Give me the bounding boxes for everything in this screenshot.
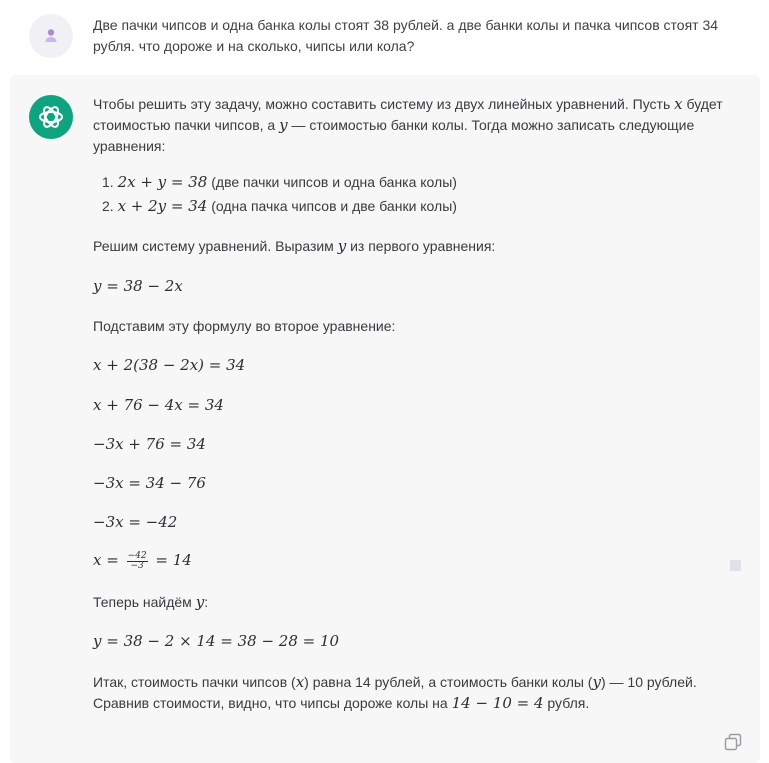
- equation-final: y = 38 − 2 × 14 = 38 − 28 = 10: [93, 632, 340, 650]
- var-y: y: [279, 116, 288, 134]
- user-avatar: [29, 14, 73, 58]
- list-item-1: [102, 172, 457, 193]
- solve-paragraph: [93, 236, 733, 257]
- intro-text: Чтобы решить эту задачу, можно составить систему из двух линейных уравнений. Пусть: [93, 96, 675, 112]
- intro-text-b: будет: [682, 96, 723, 112]
- concl-text-d: Сравнив стоимости, видно, что чипсы дороже колы на: [93, 695, 452, 711]
- var-x: x: [674, 95, 683, 113]
- solve-text-b: из первого уравнения:: [346, 238, 496, 254]
- concl-text-b: ) равна 14 рублей, а стоимость банки колы (: [304, 674, 593, 690]
- equation-6: [93, 550, 192, 571]
- equation-6-rhs: = 14: [155, 551, 192, 569]
- equation-5: −3x = −42: [93, 513, 178, 531]
- fraction: [127, 552, 148, 571]
- concl-text-e: рубля.: [543, 695, 590, 711]
- user-message-text: [93, 15, 733, 57]
- user-line-1: Две пачки чипсов и одна банка колы стоят 38 рублей. а две банки колы и пачка чипсов стоят 34: [93, 17, 719, 33]
- fraction-numerator: −42: [127, 550, 147, 561]
- concl-equation: 14 − 10 = 4: [451, 694, 544, 712]
- concl-var-y: y: [592, 673, 601, 691]
- conclusion-paragraph: [93, 672, 733, 714]
- substitute-paragraph: Подставим эту формулу во второе уравнение:: [93, 318, 396, 334]
- find-text-b: :: [204, 594, 209, 610]
- concl-text-a: Итак, стоимость пачки чипсов (: [93, 674, 296, 690]
- equation-6-lhs: x =: [93, 551, 119, 569]
- equation-4: −3x = 34 − 76: [93, 474, 206, 492]
- concl-text-c: ) — 10 рублей.: [600, 674, 697, 690]
- user-message: [0, 0, 769, 75]
- equation-y: y = 38 − 2x: [93, 277, 183, 295]
- list-equation: x + 2y = 34: [117, 197, 208, 215]
- intro-paragraph: [93, 94, 733, 157]
- solve-text: Решим систему уравнений. Выразим: [93, 238, 338, 254]
- scrollbar-thumb[interactable]: [730, 560, 741, 571]
- find-var: y: [195, 593, 205, 611]
- intro-text-e: уравнения:: [93, 138, 166, 154]
- intro-text-d: — стоимостью банки колы. Тогда можно записать следующие: [287, 117, 695, 133]
- assistant-avatar: [29, 95, 73, 139]
- assistant-message: [10, 75, 760, 763]
- copy-icon[interactable]: [724, 733, 742, 751]
- equation-3: −3x + 76 = 34: [93, 435, 206, 453]
- list-item-2: [102, 196, 457, 217]
- solve-var: y: [337, 237, 347, 255]
- list-note: (одна пачка чипсов и две банки колы): [207, 198, 457, 214]
- list-number: 2.: [102, 198, 114, 214]
- list-number: 1.: [102, 174, 114, 190]
- list-equation: 2x + y = 38: [117, 173, 208, 191]
- user-line-2: рубля. что дороже и на сколько, чипсы или кола?: [93, 38, 415, 54]
- equation-1: x + 2(38 − 2x) = 34: [93, 356, 246, 374]
- user-icon: [44, 28, 58, 44]
- list-note: (две пачки чипсов и одна банка колы): [207, 174, 457, 190]
- fraction-denominator: −3: [130, 560, 144, 571]
- openai-logo-icon: [37, 103, 65, 131]
- concl-var-x: x: [295, 673, 305, 691]
- find-text: Теперь найдём: [93, 594, 196, 610]
- find-paragraph: [93, 592, 733, 613]
- copy-button[interactable]: [724, 733, 742, 751]
- equation-2: x + 76 − 4x = 34: [93, 396, 224, 414]
- intro-text-c: стоимостью пачки чипсов, а: [93, 117, 280, 133]
